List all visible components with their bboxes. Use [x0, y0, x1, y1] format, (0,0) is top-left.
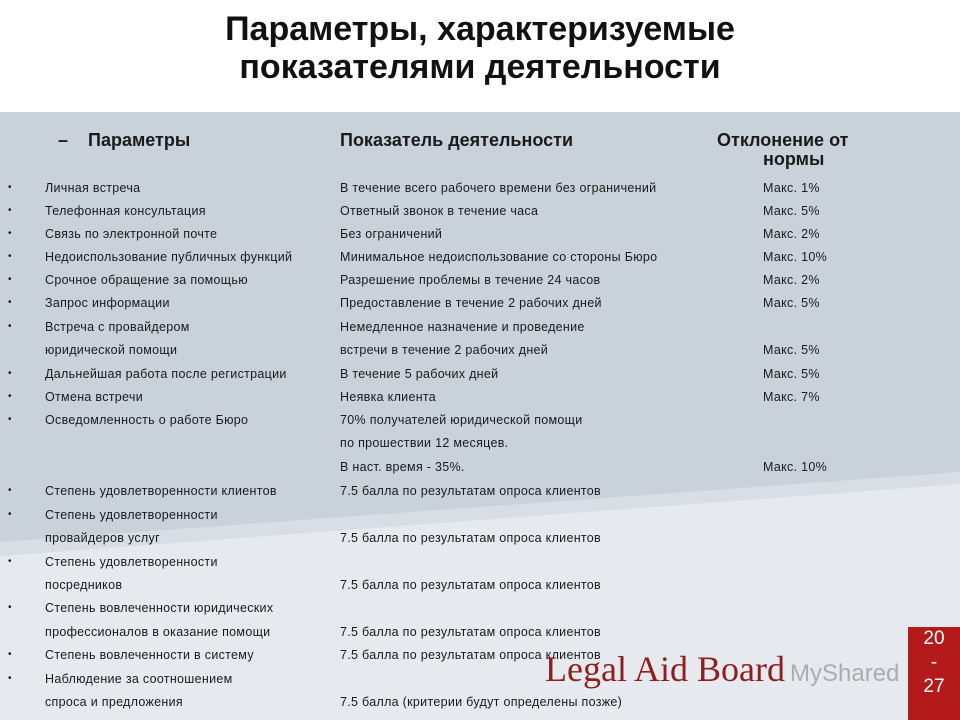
bullet-icon: •	[8, 485, 12, 496]
table-row	[0, 505, 960, 528]
row-parameter: Степень удовлетворенности	[45, 555, 218, 569]
row-parameter: спроса и предложения	[45, 695, 183, 709]
row-parameter: Отмена встречи	[45, 390, 143, 404]
row-indicator: Немедленное назначение и проведение	[340, 320, 585, 334]
page-number-badge	[908, 627, 960, 720]
row-deviation: Макс. 2%	[763, 273, 820, 287]
row-indicator: 70% получателей юридической помощи	[340, 413, 583, 427]
row-indicator: Разрешение проблемы в течение 24 часов	[340, 273, 601, 287]
row-parameter: посредников	[45, 578, 123, 592]
row-indicator: 7.5 балла по результатам опроса клиентов	[340, 625, 601, 639]
row-parameter: Степень удовлетворенности клиентов	[45, 484, 277, 498]
bullet-icon: •	[8, 602, 12, 613]
row-indicator: Предоставление в течение 2 рабочих дней	[340, 296, 602, 310]
row-parameter: Встреча с провайдером	[45, 320, 190, 334]
row-indicator: Минимальное недоиспользование со стороны Бюро	[340, 250, 658, 264]
page-number-line-2: -	[930, 652, 938, 673]
table-row	[0, 387, 960, 410]
row-indicator: В течение всего рабочего времени без ограничений	[340, 181, 657, 195]
slide-title	[0, 0, 960, 112]
table-row	[0, 410, 960, 433]
bullet-icon: •	[8, 321, 12, 332]
table-row	[0, 528, 960, 551]
row-parameter: юридической помощи	[45, 343, 178, 357]
row-parameter: Степень вовлеченности юридических	[45, 601, 274, 615]
bullet-icon: •	[8, 391, 12, 402]
bullet-icon: •	[8, 297, 12, 308]
row-parameter: профессионалов в оказание помощи	[45, 625, 271, 639]
bullet-icon: •	[8, 228, 12, 239]
header-dash: –	[58, 130, 69, 150]
table-row	[0, 293, 960, 316]
row-deviation: Макс. 5%	[763, 204, 820, 218]
title-line-1: Параметры, характеризуемые	[225, 10, 735, 48]
row-deviation: Макс. 1%	[763, 181, 820, 195]
bullet-icon: •	[8, 649, 12, 660]
table-row	[0, 457, 960, 480]
row-indicator: Неявка клиента	[340, 390, 437, 404]
bullet-icon: •	[8, 251, 12, 262]
watermark: MyShared	[790, 660, 900, 687]
row-indicator: встречи в течение 2 рабочих дней	[340, 343, 549, 357]
row-deviation: Макс. 5%	[763, 296, 820, 310]
table-row	[0, 364, 960, 387]
row-parameter: Телефонная консультация	[45, 204, 206, 218]
bullet-icon: •	[8, 368, 12, 379]
row-indicator: 7.5 балла по результатам опроса клиентов	[340, 648, 601, 662]
row-parameter: Связь по электронной почте	[45, 227, 218, 241]
bullet-icon: •	[8, 414, 12, 425]
header-params: Параметры	[88, 130, 191, 150]
row-parameter: Степень удовлетворенности	[45, 508, 218, 522]
bullet-icon: •	[8, 182, 12, 193]
table-row	[0, 598, 960, 621]
title-line-2: показателями деятельности	[239, 48, 721, 86]
row-parameter: Осведомленность о работе Бюро	[45, 413, 249, 427]
bullet-icon: •	[8, 673, 12, 684]
bullet-icon: •	[8, 205, 12, 216]
content-panel	[0, 112, 960, 720]
table-row	[0, 340, 960, 363]
header-deviation-line-1: Отклонение от	[717, 130, 849, 150]
row-indicator: 7.5 балла по результатам опроса клиентов	[340, 578, 601, 592]
table-row	[0, 317, 960, 340]
row-indicator: по прошествии 12 месяцев.	[340, 436, 509, 450]
legal-aid-board-logo: Legal Aid Board	[545, 649, 785, 689]
table-row	[0, 247, 960, 270]
row-parameter: провайдеров услуг	[45, 531, 160, 545]
row-indicator: 7.5 балла по результатам опроса клиентов	[340, 484, 601, 498]
table-row	[0, 481, 960, 504]
row-parameter: Дальнейшая работа после регистрации	[45, 367, 287, 381]
header-indicator: Показатель деятельности	[340, 130, 574, 150]
bullet-icon: •	[8, 274, 12, 285]
table-row	[0, 178, 960, 201]
row-parameter: Степень вовлеченности в систему	[45, 648, 254, 662]
table-row	[0, 433, 960, 456]
table-row	[0, 552, 960, 575]
bullet-icon: •	[8, 556, 12, 567]
row-deviation: Макс. 5%	[763, 367, 820, 381]
table-row	[0, 201, 960, 224]
row-parameter: Наблюдение за соотношением	[45, 672, 233, 686]
row-parameter: Запрос информации	[45, 296, 170, 310]
row-indicator: В наст. время - 35%.	[340, 460, 465, 474]
page-number-line-1: 20	[923, 628, 945, 649]
row-deviation: Макс. 2%	[763, 227, 820, 241]
table-row	[0, 575, 960, 598]
page-number-line-3: 27	[923, 676, 945, 697]
row-indicator: В течение 5 рабочих дней	[340, 367, 499, 381]
table-row	[0, 692, 960, 715]
table-row	[0, 224, 960, 247]
bullet-icon: •	[8, 509, 12, 520]
table-row	[0, 622, 960, 645]
row-deviation: Макс. 10%	[763, 250, 828, 264]
row-deviation: Макс. 10%	[763, 460, 828, 474]
row-indicator: Без ограничений	[340, 227, 443, 241]
header-deviation-line-2: нормы	[763, 149, 825, 169]
row-deviation: Макс. 7%	[763, 390, 820, 404]
row-parameter: Личная встреча	[45, 181, 141, 195]
row-parameter: Недоиспользование публичных функций	[45, 250, 293, 264]
row-deviation: Макс. 5%	[763, 343, 820, 357]
table-row	[0, 270, 960, 293]
row-indicator: 7.5 балла (критерии будут определены позже)	[340, 695, 623, 709]
row-indicator: 7.5 балла по результатам опроса клиентов	[340, 531, 601, 545]
row-parameter: Срочное обращение за помощью	[45, 273, 248, 287]
row-indicator: Ответный звонок в течение часа	[340, 204, 539, 218]
